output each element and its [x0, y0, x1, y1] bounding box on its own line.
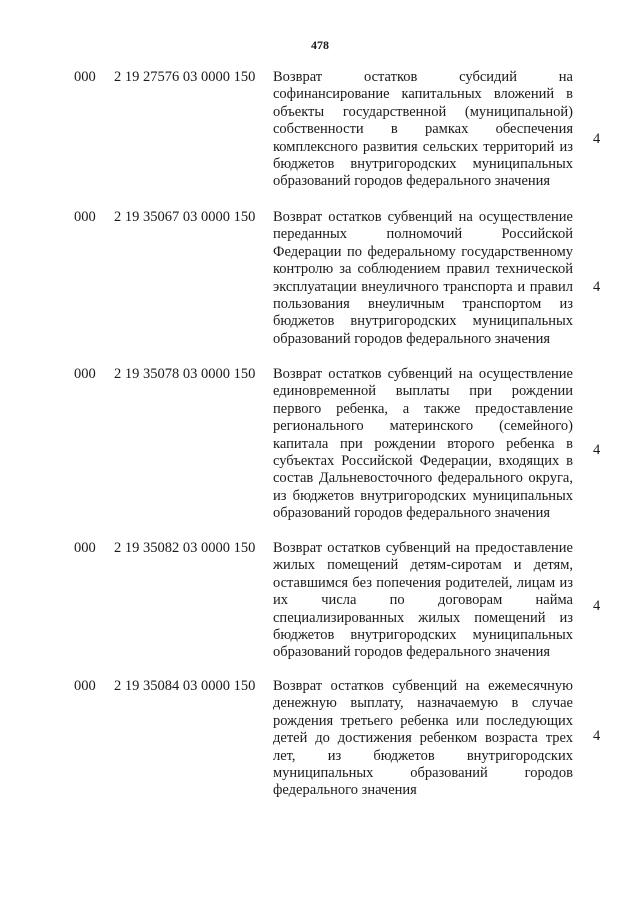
budget-code: 2 19 35084 03 0000 150 [114, 678, 256, 694]
budget-code: 2 19 35067 03 0000 150 [114, 209, 256, 225]
row-amount: 4 [593, 442, 601, 458]
admin-code: 000 [74, 678, 96, 694]
row-amount: 4 [593, 279, 601, 295]
admin-code: 000 [74, 209, 96, 225]
row-amount: 4 [593, 728, 601, 744]
admin-code: 000 [74, 540, 96, 556]
row-description: Возврат остатков субвенций на осуществление переданных полномочий Российской Федерации по федеральному государственному контролю за соблюдением правил технической эксплуатации внеуличного транспорта и правил пользования внеуличным транспортом из бюджетов внутригородских муниципальных образований городов федерального значения [273, 209, 573, 347]
page-number: 478 [311, 38, 329, 52]
row-amount: 4 [593, 131, 601, 147]
budget-code: 2 19 35078 03 0000 150 [114, 366, 256, 382]
row-description: Возврат остатков субвенций на осуществление единовременной выплаты при рождении первого ребенка, а также предоставление регионального материнского (семейного) капитала при рождении второго ребенка в субъектах Российской Федерации, входящих в состав Дальневосточного федерального округа, из бюджетов внутригородских муниципальных образований городов федерального значения [273, 366, 573, 522]
row-description: Возврат остатков субвенций на предоставление жилых помещений детям-сиротам и детям, оставшимся без попечения родителей, лицам из их числа по договорам найма специализированных жилых помещений из бюджетов внутригородских муниципальных образований городов федерального значения [273, 540, 573, 661]
row-description: Возврат остатков субсидий на софинансирование капитальных вложений в объекты государственной (муниципальной) собственности в рамках обеспечения комплексного развития сельских территорий из бюджетов внутригородских муниципальных образований городов федерального значения [273, 69, 573, 190]
row-description: Возврат остатков субвенций на ежемесячную денежную выплату, назначаемую в случае рождения третьего ребенка или последующих детей до достижения ребенком возраста трех лет, из бюджетов внутригородских муниципальных образований городов федерального значения [273, 678, 573, 799]
admin-code: 000 [74, 69, 96, 85]
budget-code: 2 19 35082 03 0000 150 [114, 540, 256, 556]
budget-code: 2 19 27576 03 0000 150 [114, 69, 256, 85]
admin-code: 000 [74, 366, 96, 382]
row-amount: 4 [593, 598, 601, 614]
